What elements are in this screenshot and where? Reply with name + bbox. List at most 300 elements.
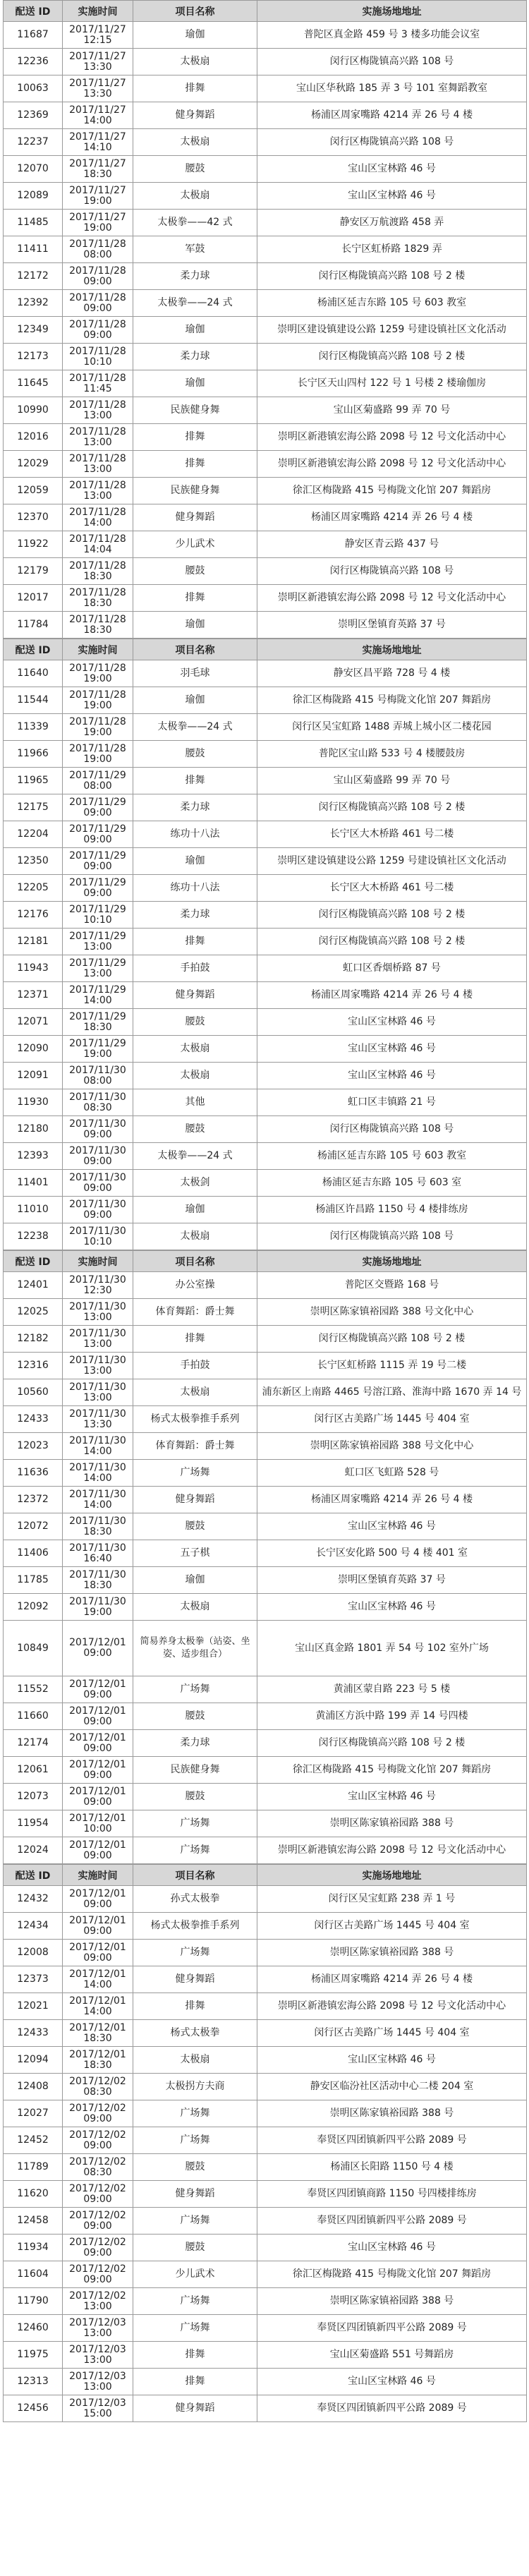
cell-project: 健身舞蹈	[133, 2395, 257, 2422]
cell-project: 太极扇	[133, 49, 257, 75]
cell-date: 2017/12/02	[69, 2263, 126, 2275]
cell-address: 闵行区梅陇镇高兴路 108 号 2 楼	[257, 794, 527, 821]
cell-address: 闵行区吴宝虹路 1488 弄城上城小区二楼花园	[257, 714, 527, 741]
table-row	[4, 1621, 527, 1676]
cell-clock: 16:40	[83, 1552, 112, 1564]
cell-id: 12433	[4, 1406, 63, 1433]
cell-time	[63, 2100, 133, 2127]
cell-address: 闵行区梅陇镇高兴路 108 号	[257, 129, 527, 156]
cell-id: 11636	[4, 1460, 63, 1487]
cell-project: 孙式太极拳	[133, 1886, 257, 1913]
cell-id: 12173	[4, 344, 63, 370]
cell-project: 腰鼓	[133, 558, 257, 585]
table-row	[4, 1433, 527, 1460]
table-row	[4, 982, 527, 1009]
cell-time	[63, 1757, 133, 1784]
cell-project: 柔力球	[133, 794, 257, 821]
cell-project: 民族健身舞	[133, 397, 257, 424]
cell-address: 长宁区大木桥路 461 号二楼	[257, 875, 527, 902]
cell-clock: 09:00	[83, 806, 112, 818]
cell-address: 杨浦区周家嘴路 4214 弄 26 号 4 楼	[257, 102, 527, 129]
cell-project: 太极扇	[133, 1036, 257, 1063]
cell-address: 徐汇区梅陇路 415 号梅陇文化馆 207 舞蹈房	[257, 1757, 527, 1784]
table-row	[4, 504, 527, 531]
cell-time	[63, 2235, 133, 2261]
cell-address: 宝山区宝林路 46 号	[257, 156, 527, 183]
cell-date: 2017/12/02	[69, 2155, 126, 2167]
cell-clock: 10:10	[83, 914, 112, 926]
cell-project: 杨式太极拳推手系列	[133, 1913, 257, 1940]
cell-project: 太极剑	[133, 1170, 257, 1197]
table-row	[4, 183, 527, 210]
cell-date: 2017/11/30	[69, 1461, 126, 1473]
table-row	[4, 2369, 527, 2395]
cell-address: 崇明区堡镇育英路 37 号	[257, 1567, 527, 1594]
table-row	[4, 1703, 527, 1730]
cell-project: 瑜伽	[133, 687, 257, 714]
cell-address: 闵行区梅陇镇高兴路 108 号 2 楼	[257, 263, 527, 290]
cell-id: 11954	[4, 1810, 63, 1837]
cell-date: 2017/12/01	[69, 1785, 126, 1797]
cell-clock: 09:00	[83, 1128, 112, 1140]
table-row	[4, 1993, 527, 2020]
cell-address: 杨浦区延吉东路 105 号 603 教室	[257, 1143, 527, 1170]
cell-id: 11544	[4, 687, 63, 714]
cell-clock: 09:00	[83, 2247, 112, 2258]
cell-project: 腰鼓	[133, 1513, 257, 1540]
cell-address: 静安区万航渡路 458 弄	[257, 210, 527, 236]
table-row	[4, 290, 527, 317]
cell-address: 杨浦区周家嘴路 4214 弄 26 号 4 楼	[257, 1966, 527, 1993]
cell-address: 闵行区梅陇镇高兴路 108 号 2 楼	[257, 344, 527, 370]
cell-project: 太极扇	[133, 1379, 257, 1406]
table-row	[4, 317, 527, 344]
cell-project: 太极扇	[133, 1594, 257, 1621]
cell-project: 军鼓	[133, 236, 257, 263]
cell-address: 崇明区陈家镇裕园路 388 号文化中心	[257, 1433, 527, 1460]
cell-id: 11934	[4, 2235, 63, 2261]
cell-time	[63, 183, 133, 210]
cell-id: 11965	[4, 768, 63, 794]
cell-address: 徐汇区梅陇路 415 号梅陇文化馆 207 舞蹈房	[257, 687, 527, 714]
cell-project: 其他	[133, 1089, 257, 1116]
cell-id: 10990	[4, 397, 63, 424]
cell-project: 排舞	[133, 929, 257, 955]
cell-date: 2017/11/30	[69, 1091, 126, 1103]
table-row	[4, 714, 527, 741]
cell-id: 11790	[4, 2288, 63, 2315]
cell-id: 11930	[4, 1089, 63, 1116]
cell-clock: 09:00	[83, 1688, 112, 1700]
cell-project: 健身舞蹈	[133, 102, 257, 129]
cell-clock: 18:30	[83, 1579, 112, 1591]
cell-address: 杨浦区周家嘴路 4214 弄 26 号 4 楼	[257, 1487, 527, 1513]
cell-date: 2017/11/29	[69, 984, 126, 996]
cell-clock: 13:00	[83, 436, 112, 448]
cell-clock: 09:00	[83, 1647, 112, 1659]
cell-clock: 13:00	[83, 409, 112, 421]
cell-date: 2017/12/01	[69, 1758, 126, 1770]
cell-address: 徐汇区梅陇路 415 号梅陇文化馆 207 舞蹈房	[257, 478, 527, 504]
cell-project: 排舞	[133, 75, 257, 102]
cell-date: 2017/12/01	[69, 1839, 126, 1851]
cell-date: 2017/11/30	[69, 1225, 126, 1237]
cell-address: 黄浦区蒙自路 223 号 5 楼	[257, 1676, 527, 1703]
schedule-table	[3, 1864, 527, 2422]
cell-project: 练功十八法	[133, 821, 257, 848]
cell-clock: 13:30	[83, 87, 112, 99]
cell-id: 12023	[4, 1433, 63, 1460]
cell-address: 静安区昌平路 728 号 4 楼	[257, 660, 527, 687]
cell-project: 柔力球	[133, 902, 257, 929]
cell-date: 2017/11/30	[69, 1064, 126, 1076]
cell-time	[63, 397, 133, 424]
cell-clock: 13:00	[83, 967, 112, 979]
cell-address: 虹口区飞虹路 528 号	[257, 1460, 527, 1487]
cell-address: 闵行区梅陇镇高兴路 108 号	[257, 1223, 527, 1250]
cell-time	[63, 156, 133, 183]
cell-date: 2017/11/27	[69, 131, 126, 143]
header-address: 实施场地地址	[257, 1251, 527, 1272]
cell-project: 排舞	[133, 424, 257, 451]
cell-id: 12349	[4, 317, 63, 344]
cell-time	[63, 236, 133, 263]
cell-project: 排舞	[133, 451, 257, 478]
cell-id: 12458	[4, 2208, 63, 2235]
cell-date: 2017/12/02	[69, 2236, 126, 2248]
cell-clock: 09:00	[83, 2220, 112, 2232]
table-row	[4, 2208, 527, 2235]
cell-time	[63, 1433, 133, 1460]
cell-clock: 14:00	[83, 2005, 112, 2017]
cell-time	[63, 2074, 133, 2100]
cell-project: 手拍鼓	[133, 955, 257, 982]
cell-project: 瑜伽	[133, 22, 257, 49]
cell-clock: 09:00	[83, 1898, 112, 1910]
header-project: 项目名称	[133, 1865, 257, 1886]
cell-time	[63, 2154, 133, 2181]
cell-project: 健身舞蹈	[133, 504, 257, 531]
cell-date: 2017/12/01	[69, 2048, 126, 2060]
cell-address: 杨浦区延吉东路 105 号 603 室	[257, 1170, 527, 1197]
cell-project: 杨式太极拳推手系列	[133, 1406, 257, 1433]
cell-clock: 19:00	[83, 699, 112, 711]
cell-id: 12027	[4, 2100, 63, 2127]
cell-date: 2017/11/28	[69, 318, 126, 330]
cell-address: 宝山区宝林路 46 号	[257, 2369, 527, 2395]
cell-project: 排舞	[133, 1993, 257, 2020]
cell-id: 11660	[4, 1703, 63, 1730]
cell-project: 五子棋	[133, 1540, 257, 1567]
table-row	[4, 236, 527, 263]
cell-project: 瑜伽	[133, 1197, 257, 1223]
cell-id: 12070	[4, 156, 63, 183]
cell-date: 2017/11/28	[69, 238, 126, 250]
cell-project: 简易养身太极拳（站姿、坐姿、适步组合）	[133, 1621, 257, 1676]
cell-clock: 14:04	[83, 543, 112, 555]
cell-time	[63, 102, 133, 129]
cell-id: 12456	[4, 2395, 63, 2422]
cell-time	[63, 558, 133, 585]
cell-address: 宝山区宝林路 46 号	[257, 1009, 527, 1036]
cell-id: 12029	[4, 451, 63, 478]
cell-project: 办公室操	[133, 1272, 257, 1299]
cell-project: 杨式太极拳	[133, 2020, 257, 2047]
cell-address: 宝山区宝林路 46 号	[257, 1036, 527, 1063]
cell-date: 2017/11/30	[69, 1354, 126, 1366]
cell-time	[63, 49, 133, 75]
cell-project: 体育舞蹈：爵士舞	[133, 1299, 257, 1326]
cell-address: 虹口区丰镇路 21 号	[257, 1089, 527, 1116]
cell-address: 宝山区菊盛路 551 号舞蹈房	[257, 2342, 527, 2369]
cell-address: 奉贤区四团镇新四平公路 2089 号	[257, 2395, 527, 2422]
cell-clock: 14:00	[83, 994, 112, 1006]
cell-time	[63, 585, 133, 612]
cell-project: 广场舞	[133, 1940, 257, 1966]
table-row	[4, 1089, 527, 1116]
cell-address: 宝山区华秋路 185 弄 3 号 101 室舞蹈教室	[257, 75, 527, 102]
cell-time	[63, 2288, 133, 2315]
cell-clock: 14:00	[83, 1472, 112, 1484]
cell-date: 2017/11/30	[69, 1434, 126, 1446]
cell-project: 排舞	[133, 2369, 257, 2395]
table-row	[4, 612, 527, 639]
cell-address: 普陀区交暨路 168 号	[257, 1272, 527, 1299]
cell-time	[63, 2315, 133, 2342]
cell-time	[63, 1116, 133, 1143]
cell-clock: 18:30	[83, 597, 112, 609]
cell-id: 12372	[4, 1487, 63, 1513]
cell-time	[63, 451, 133, 478]
table-row	[4, 397, 527, 424]
cell-date: 2017/12/02	[69, 2102, 126, 2114]
cell-id: 12174	[4, 1730, 63, 1757]
cell-time	[63, 1810, 133, 1837]
cell-address: 崇明区新港镇宏海公路 2098 号 12 号文化活动中心	[257, 1837, 527, 1864]
cell-project: 排舞	[133, 768, 257, 794]
cell-clock: 13:30	[83, 1418, 112, 1430]
table-row	[4, 1886, 527, 1913]
cell-clock: 14:10	[83, 141, 112, 153]
cell-project: 太极扇	[133, 1063, 257, 1089]
table-row	[4, 585, 527, 612]
cell-address: 奉贤区四团镇商路 1150 号四楼排练房	[257, 2181, 527, 2208]
cell-time	[63, 2342, 133, 2369]
cell-date: 2017/11/28	[69, 399, 126, 411]
cell-id: 12237	[4, 129, 63, 156]
cell-time	[63, 1703, 133, 1730]
cell-clock: 13:00	[83, 2300, 112, 2312]
header-id: 配送 ID	[4, 639, 63, 660]
cell-time	[63, 290, 133, 317]
cell-clock: 09:00	[83, 275, 112, 287]
cell-clock: 14:00	[83, 114, 112, 126]
cell-id: 11604	[4, 2261, 63, 2288]
header-id: 配送 ID	[4, 1251, 63, 1272]
cell-address: 闵行区梅陇镇高兴路 108 号 2 楼	[257, 902, 527, 929]
cell-clock: 09:00	[83, 1769, 112, 1781]
cell-clock: 13:00	[83, 1311, 112, 1323]
cell-address: 崇明区新港镇宏海公路 2098 号 12 号文化活动中心	[257, 424, 527, 451]
cell-date: 2017/11/28	[69, 452, 126, 464]
cell-date: 2017/12/01	[69, 1637, 126, 1648]
cell-time	[63, 531, 133, 558]
table-row	[4, 558, 527, 585]
cell-time	[63, 1676, 133, 1703]
cell-project: 广场舞	[133, 1837, 257, 1864]
cell-time	[63, 1886, 133, 1913]
cell-time	[63, 929, 133, 955]
cell-address: 长宁区大木桥路 461 号二楼	[257, 821, 527, 848]
cell-address: 静安区青云路 437 号	[257, 531, 527, 558]
cell-project: 柔力球	[133, 1730, 257, 1757]
cell-project: 广场舞	[133, 1676, 257, 1703]
cell-time	[63, 210, 133, 236]
header-address: 实施场地地址	[257, 639, 527, 660]
cell-id: 12401	[4, 1272, 63, 1299]
cell-time	[63, 1913, 133, 1940]
cell-date: 2017/11/28	[69, 479, 126, 491]
cell-id: 11975	[4, 2342, 63, 2369]
table-row	[4, 1272, 527, 1299]
cell-id: 11645	[4, 370, 63, 397]
cell-address: 虹口区香烟桥路 87 号	[257, 955, 527, 982]
cell-time	[63, 741, 133, 768]
cell-id: 12236	[4, 49, 63, 75]
cell-date: 2017/11/29	[69, 957, 126, 969]
cell-id: 11789	[4, 2154, 63, 2181]
cell-project: 排舞	[133, 1326, 257, 1353]
cell-time	[63, 1730, 133, 1757]
header-address: 实施场地地址	[257, 1865, 527, 1886]
cell-project: 广场舞	[133, 2127, 257, 2154]
table-row	[4, 129, 527, 156]
table-row	[4, 156, 527, 183]
cell-clock: 09:00	[83, 302, 112, 314]
table-row	[4, 1913, 527, 1940]
cell-clock: 18:30	[83, 2059, 112, 2071]
cell-clock: 09:00	[83, 2193, 112, 2205]
cell-clock: 09:00	[83, 833, 112, 845]
cell-date: 2017/11/28	[69, 560, 126, 572]
cell-date: 2017/12/03	[69, 2343, 126, 2355]
cell-clock: 08:30	[83, 2166, 112, 2178]
cell-address: 闵行区梅陇镇高兴路 108 号	[257, 558, 527, 585]
cell-address: 普陀区真金路 459 号 3 楼多功能会议室	[257, 22, 527, 49]
cell-address: 长宁区安化路 500 号 4 楼 401 室	[257, 1540, 527, 1567]
cell-project: 瑜伽	[133, 848, 257, 875]
cell-clock: 13:00	[83, 2327, 112, 2339]
cell-time	[63, 2127, 133, 2154]
cell-project: 太极扇	[133, 2047, 257, 2074]
table-row	[4, 1676, 527, 1703]
cell-address: 徐汇区梅陇路 415 号梅陇文化馆 207 舞蹈房	[257, 2261, 527, 2288]
table-row	[4, 1353, 527, 1379]
header-project: 项目名称	[133, 1251, 257, 1272]
cell-id: 12204	[4, 821, 63, 848]
cell-clock: 13:00	[83, 941, 112, 953]
cell-id: 11339	[4, 714, 63, 741]
cell-time	[63, 821, 133, 848]
cell-id: 11943	[4, 955, 63, 982]
cell-date: 2017/12/03	[69, 2397, 126, 2409]
cell-time	[63, 22, 133, 49]
cell-clock: 09:00	[83, 2139, 112, 2151]
cell-project: 羽毛球	[133, 660, 257, 687]
cell-project: 腰鼓	[133, 2235, 257, 2261]
cell-clock: 10:10	[83, 356, 112, 368]
cell-project: 腰鼓	[133, 2154, 257, 2181]
cell-time	[63, 263, 133, 290]
cell-id: 12025	[4, 1299, 63, 1326]
cell-time	[63, 1326, 133, 1353]
cell-clock: 18:30	[83, 2032, 112, 2044]
cell-id: 11485	[4, 210, 63, 236]
table-row	[4, 2235, 527, 2261]
cell-project: 体育舞蹈：爵士舞	[133, 1433, 257, 1460]
cell-address: 崇明区新港镇宏海公路 2098 号 12 号文化活动中心	[257, 451, 527, 478]
cell-address: 崇明区陈家镇裕园路 388 号	[257, 1810, 527, 1837]
cell-id: 12205	[4, 875, 63, 902]
table-row	[4, 1063, 527, 1089]
table-row	[4, 1223, 527, 1250]
cell-time	[63, 902, 133, 929]
cell-date: 2017/12/01	[69, 1678, 126, 1690]
cell-address: 闵行区梅陇镇高兴路 108 号 2 楼	[257, 929, 527, 955]
cell-date: 2017/11/29	[69, 903, 126, 915]
cell-clock: 09:00	[83, 1925, 112, 1937]
cell-date: 2017/11/29	[69, 1010, 126, 1022]
cell-project: 太极拳——42 式	[133, 210, 257, 236]
table-row	[4, 1036, 527, 1063]
cell-clock: 08:30	[83, 1101, 112, 1113]
cell-id: 11640	[4, 660, 63, 687]
cell-project: 民族健身舞	[133, 1757, 257, 1784]
cell-time	[63, 1837, 133, 1864]
cell-project: 腰鼓	[133, 156, 257, 183]
table-row	[4, 821, 527, 848]
cell-time	[63, 478, 133, 504]
cell-project: 太极拐方夫商	[133, 2074, 257, 2100]
cell-project: 广场舞	[133, 2100, 257, 2127]
cell-project: 排舞	[133, 585, 257, 612]
cell-clock: 13:00	[83, 1338, 112, 1350]
cell-time	[63, 2395, 133, 2422]
cell-project: 少儿武术	[133, 2261, 257, 2288]
cell-clock: 10:00	[83, 1822, 112, 1834]
cell-clock: 09:00	[83, 1715, 112, 1727]
cell-date: 2017/11/30	[69, 1274, 126, 1286]
cell-id: 12008	[4, 1940, 63, 1966]
cell-address: 黄浦区方浜中路 199 弄 14 号四楼	[257, 1703, 527, 1730]
cell-address: 奉贤区四团镇新四平公路 2089 号	[257, 2127, 527, 2154]
cell-id: 12432	[4, 1886, 63, 1913]
cell-time	[63, 1353, 133, 1379]
table-row	[4, 768, 527, 794]
cell-date: 2017/11/27	[69, 104, 126, 116]
table-row	[4, 875, 527, 902]
table-row	[4, 1940, 527, 1966]
cell-date: 2017/12/01	[69, 1731, 126, 1743]
table-row	[4, 1009, 527, 1036]
table-row	[4, 1757, 527, 1784]
cell-date: 2017/11/28	[69, 345, 126, 357]
cell-clock: 08:00	[83, 248, 112, 260]
table-row	[4, 1299, 527, 1326]
cell-date: 2017/11/27	[69, 23, 126, 35]
table-row	[4, 531, 527, 558]
cell-clock: 13:00	[83, 1391, 112, 1403]
